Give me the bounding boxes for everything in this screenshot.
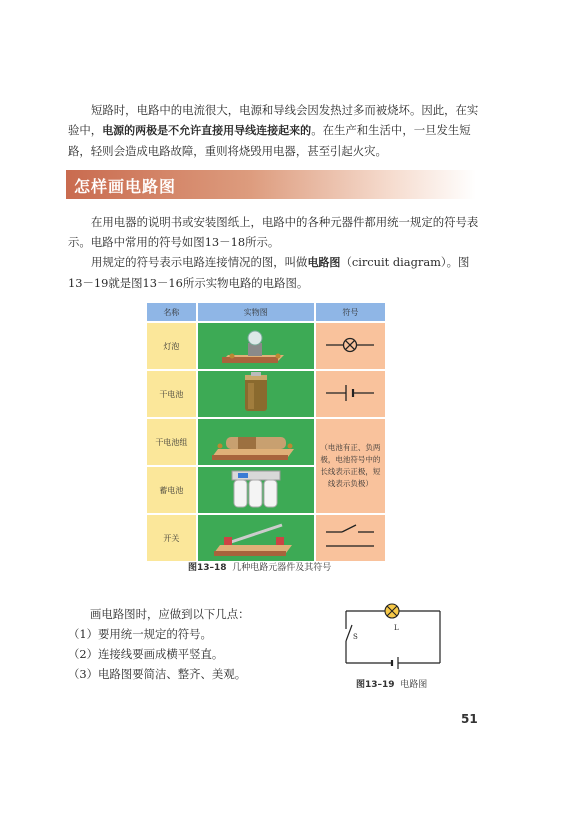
photo-dry-cell xyxy=(197,370,315,418)
figure-18-text: 几种电路元器件及其符号 xyxy=(232,563,332,573)
figure-19-caption xyxy=(356,677,427,690)
storage-battery-illustration xyxy=(198,467,314,511)
drawing-rules-list xyxy=(68,604,250,684)
row-name-switch: 开关 xyxy=(146,514,197,562)
component-table xyxy=(146,302,386,562)
para3-text: 用规定的符号表示电路连接情况的图，叫做 xyxy=(91,255,308,269)
circuit-diagram xyxy=(340,603,450,673)
para1-bold: 电源的两极是不允许直接用导线连接起来的 xyxy=(102,124,312,137)
para2-text: 在用电器的说明书或安装图纸上，电路中的各种元器件都用统一规定的符号表示。电路中常用的符号如图13－18所示。 xyxy=(68,215,479,249)
symbol-lamp xyxy=(315,322,386,370)
lamp-illustration xyxy=(198,323,314,367)
switch-icon xyxy=(346,625,352,641)
header-name: 名称 xyxy=(146,302,197,322)
figure-19-text: 电路图 xyxy=(400,680,428,690)
switch-illustration xyxy=(198,515,314,559)
para3-text-end: （circuit diagram）。图13－19就是图13－16所示实物电路的电路图。 xyxy=(68,255,470,290)
switch-symbol-icon xyxy=(320,522,380,552)
figure-18-number: 图13–18 xyxy=(188,563,227,573)
symbol-battery-note-cell xyxy=(315,418,386,514)
dry-cell-illustration xyxy=(198,371,314,415)
section-title: 怎样画电路图 xyxy=(74,177,177,196)
paragraph-symbols xyxy=(68,212,480,252)
list-item: （3）电路图要简洁、整齐、美观。 xyxy=(68,667,247,681)
list-item: （2）连接线要画成横平竖直。 xyxy=(68,647,224,661)
battery-note: （电池有正、负两极，电池符号中的长线表示正极，短线表示负极） xyxy=(320,443,381,488)
list-item: （1）要用统一规定的符号。 xyxy=(68,627,212,641)
photo-switch xyxy=(197,514,315,562)
list-intro: 画电路图时，应做到以下几点： xyxy=(90,607,250,621)
photo-storage-battery xyxy=(197,466,315,514)
battery-pack-illustration xyxy=(198,419,314,463)
para1-text: 短路时，电路中的电流很大，电源和导线会因发热过多而被烧坏。因此，在实验中， xyxy=(68,103,479,137)
header-symbol: 符号 xyxy=(315,302,386,322)
paragraph-circuit-diagram xyxy=(68,252,480,293)
figure-18-caption xyxy=(188,560,331,573)
lamp-symbol-icon xyxy=(320,335,380,355)
photo-lamp xyxy=(197,322,315,370)
figure-19-number: 图13–19 xyxy=(356,680,395,690)
section-heading xyxy=(66,170,476,199)
paragraph-short-circuit xyxy=(68,100,480,161)
row-name-lamp: 灯泡 xyxy=(146,322,197,370)
para1-text-end: 。在生产和生活中，一旦发生短路，轻则会造成电路故障，重则将烧毁用电器，甚至引起火灾。 xyxy=(68,123,471,158)
para3-bold: 电路图 xyxy=(307,256,341,269)
row-name-dry-cell: 干电池 xyxy=(146,370,197,418)
header-photo: 实物图 xyxy=(197,302,315,322)
symbol-switch xyxy=(315,514,386,562)
symbol-dry-cell xyxy=(315,370,386,418)
label-s: S xyxy=(353,633,358,641)
cell-symbol-icon xyxy=(320,383,380,403)
row-name-storage-battery: 蓄电池 xyxy=(146,466,197,514)
page-number: 51 xyxy=(461,712,478,726)
label-l: L xyxy=(394,624,399,632)
row-name-battery-pack: 干电池组 xyxy=(146,418,197,466)
photo-battery-pack xyxy=(197,418,315,466)
